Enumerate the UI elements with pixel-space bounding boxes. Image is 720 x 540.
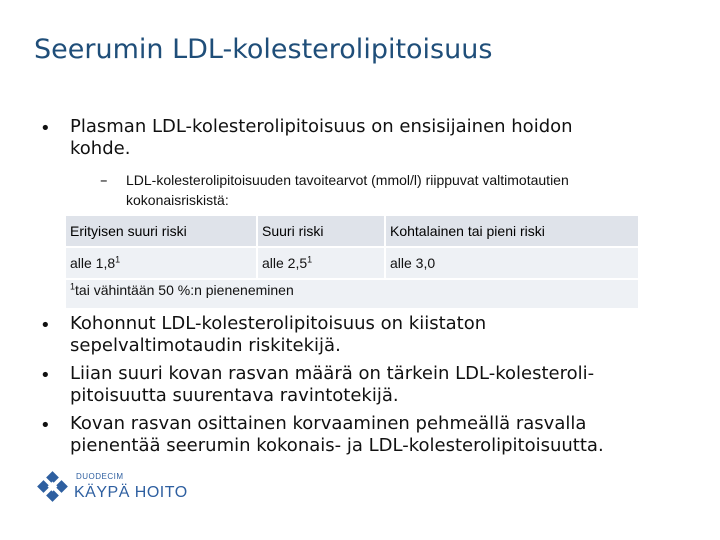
table-footnote xyxy=(66,279,638,308)
footnote-marker: 1 xyxy=(115,254,121,265)
logo-big-text: KÄYPÄ HOITO xyxy=(74,484,188,501)
table-header-cell: Erityisen suuri riski xyxy=(66,216,257,247)
table-cell xyxy=(257,247,385,279)
bullet-1-line-1: Plasman LDL-kolesterolipitoisuus on ensisijainen hoidon xyxy=(70,116,573,137)
bullet-3-line-1: Liian suuri kovan rasvan määrä on tärkein LDL-kolesteroli- xyxy=(70,363,595,384)
bullet-marker: • xyxy=(40,118,51,139)
footnote-text: tai vähintään 50 %:n pieneneminen xyxy=(75,282,294,298)
table-cell xyxy=(66,247,257,279)
kaypa-hoito-logo-icon xyxy=(34,470,72,510)
table-header-row xyxy=(66,216,638,247)
table-header-cell: Suuri riski xyxy=(257,216,385,247)
table-cell-value: alle 3,0 xyxy=(390,255,436,271)
bullet-4-line-2: pienentää seerumin kokonais- ja LDL-kolesterolipitoisuutta. xyxy=(70,435,604,456)
logo-small-text: DUODECIM xyxy=(76,472,124,481)
footnote-marker: 1 xyxy=(307,254,313,265)
slide-title: Seerumin LDL-kolesterolipitoisuus xyxy=(34,34,493,65)
bullet-marker: • xyxy=(40,415,51,436)
bullet-marker: • xyxy=(40,365,51,386)
table-header-cell: Kohtalainen tai pieni riski xyxy=(385,216,638,247)
table-row xyxy=(66,247,638,279)
bullet-4-line-1: Kovan rasvan osittainen korvaaminen pehmeällä rasvalla xyxy=(70,413,587,434)
table-cell-value: alle 1,8 xyxy=(70,255,116,271)
risk-target-table xyxy=(66,216,638,308)
subbullet-dash: – xyxy=(100,171,108,189)
subbullet-line-2: kokonaisriskistä: xyxy=(126,192,229,208)
bullet-marker: • xyxy=(40,315,51,336)
table-cell xyxy=(385,247,638,279)
bullet-1-line-2: kohde. xyxy=(70,138,131,159)
bullet-2-line-2: sepelvaltimotaudin riskitekijä. xyxy=(70,335,341,356)
table-cell-value: alle 2,5 xyxy=(262,255,308,271)
footnote-marker: 1 xyxy=(70,281,76,292)
table-footnote-row xyxy=(66,279,638,308)
subbullet-line-1: LDL-kolesterolipitoisuuden tavoitearvot (mmol/l) riippuvat valtimotautien xyxy=(126,172,569,188)
bullet-3-line-2: pitoisuutta suurentava ravintotekijä. xyxy=(70,385,399,406)
bullet-2-line-1: Kohonnut LDL-kolesterolipitoisuus on kiistaton xyxy=(70,313,487,334)
